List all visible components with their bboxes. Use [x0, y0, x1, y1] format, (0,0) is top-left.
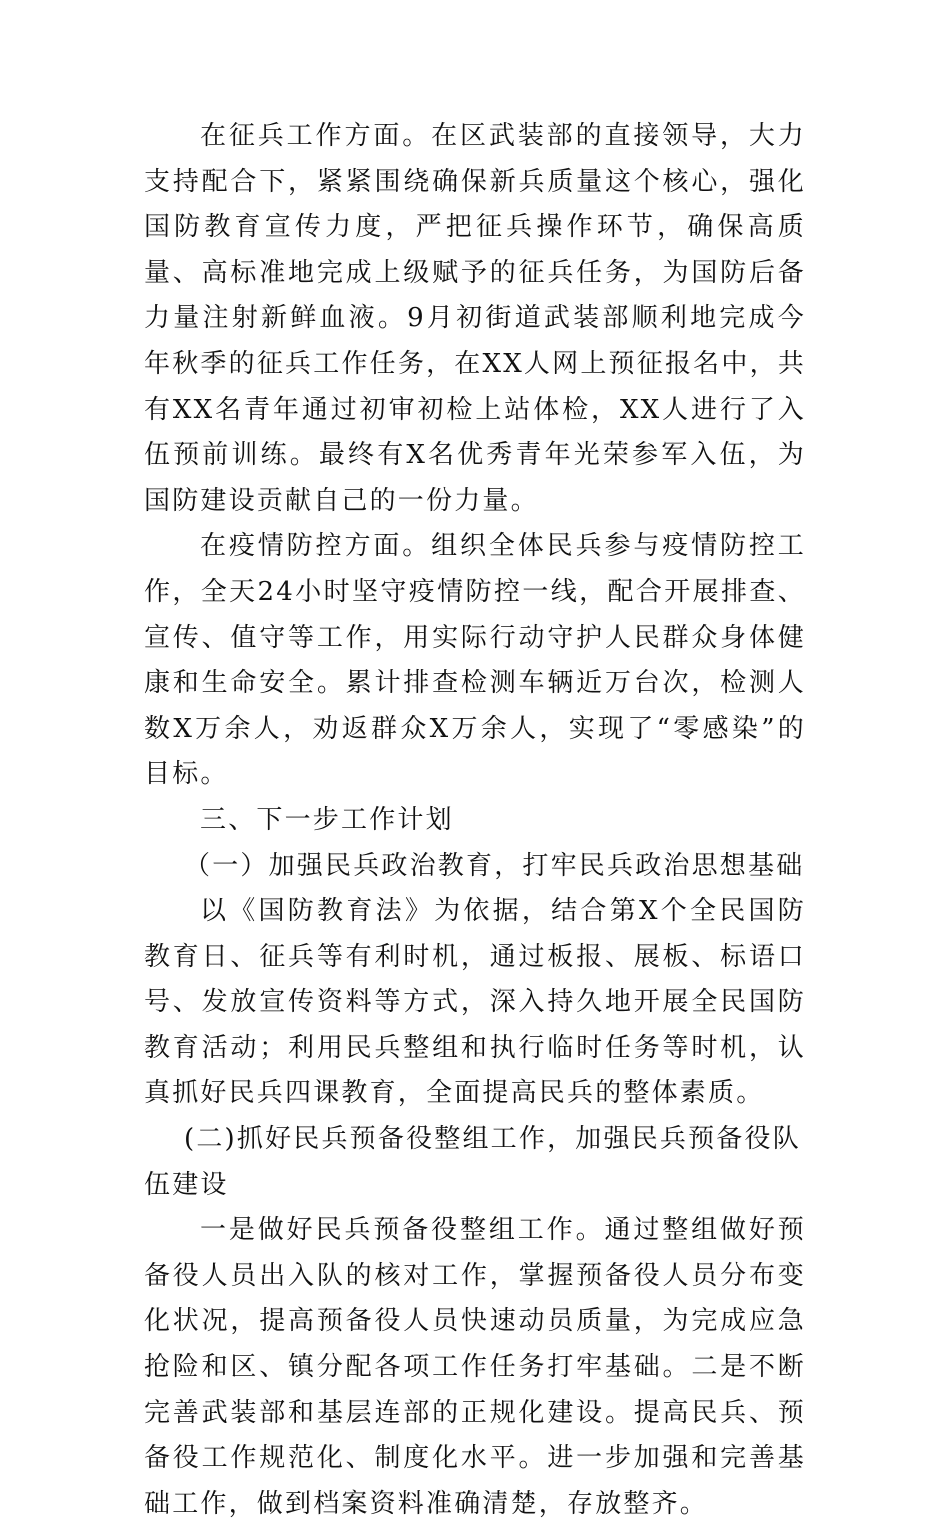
- section-heading-next-plan: 三、下一步工作计划: [200, 804, 454, 835]
- paragraph-conscription: 在征兵工作方面。在区武装部的直接领导，大力支持配合下，紧紧围绕确保新兵质量这个核心，强化国防教育宣传力度，严把征兵操作环节，确保高质量、高标准地完成上级赋予的征兵任务，为国防后备力量注射新鲜血液。9月初街道武装部顺利地完成今年秋季的征兵工作任务，在XX人网上预征报名中，共有XX名青年通过初审初检上站体检，XX人进行了入伍预前训练。最终有X名优秀青年光荣参军入伍，为国防建设贡献自己的一份力量。: [144, 121, 806, 516]
- paragraph-epidemic-control: 在疫情防控方面。组织全体民兵参与疫情防控工作，全天24小时坚守疫情防控一线，配合开展排查、宣传、值守等工作，用实际行动守护人民群众身体健康和生命安全。累计排查检测车辆近万台次，检测人数X万余人，劝返群众X万余人，实现了“零感染”的目标。: [144, 531, 806, 790]
- paragraph-political-education: 以《国防教育法》为依据，结合第X个全民国防教育日、征兵等有利时机，通过板报、展板、标语口号、发放宣传资料等方式，深入持久地开展全民国防教育活动；利用民兵整组和执行临时任务等时机，认真抓好民兵四课教育，全面提高民兵的整体素质。: [144, 896, 806, 1109]
- subheading-political-education: （一）加强民兵政治教育，打牢民兵政治思想基础: [184, 850, 805, 881]
- subheading-reserve-reorganization: (二)抓好民兵预备役整组工作，加强民兵预备役队伍建设: [144, 1124, 801, 1200]
- paragraph-reserve-reorganization: 一是做好民兵预备役整组工作。通过整组做好预备役人员出入队的核对工作，掌握预备役人员分布变化状况，提高预备役人员快速动员质量，为完成应急抢险和区、镇分配各项工作任务打牢基础。二是不断完善武装部和基层连部的正规化建设。提高民兵、预备役工作规范化、制度化水平。进一步加强和完善基础工作，做到档案资料准确清楚，存放整齐。: [144, 1215, 806, 1519]
- document-page: [144, 114, 806, 1527]
